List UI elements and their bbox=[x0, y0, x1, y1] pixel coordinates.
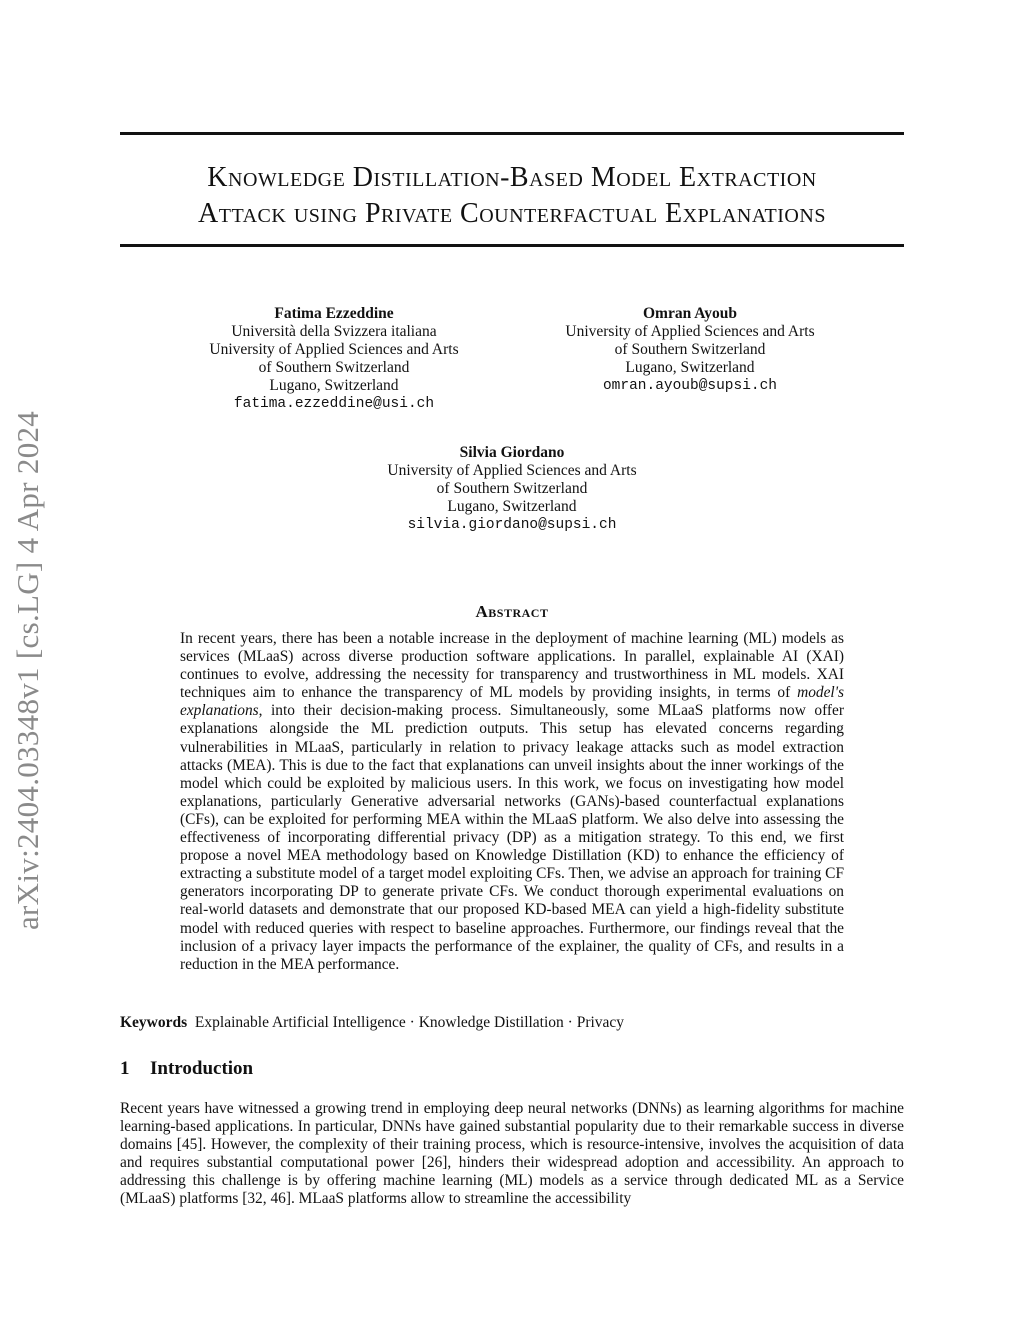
author-name: Silvia Giordano bbox=[459, 444, 565, 461]
keywords-label: Keywords bbox=[120, 1014, 188, 1031]
abstract-text bbox=[180, 630, 844, 974]
title-rule-bottom bbox=[120, 244, 904, 247]
section-title: Introduction bbox=[150, 1058, 254, 1079]
abstract-text-part: In recent years, there has been a notable increase in the deployment of machine learning (ML) models as services (MLaaS) across diverse production software applications. In parallel, explainable AI (XAI) continues to evolve, addressing the necessity for transparency and trustworthiness in ML models. XAI techniques aim to enhance the transparency of ML models by providing insights, in terms of bbox=[180, 630, 844, 702]
author-affiliation: Lugano, Switzerland bbox=[447, 498, 577, 515]
author-affiliation: Università della Svizzera italiana bbox=[231, 323, 437, 340]
author-affiliation: University of Applied Sciences and Arts bbox=[209, 341, 459, 358]
author-block-2 bbox=[540, 305, 840, 395]
section-heading bbox=[120, 1058, 253, 1080]
author-block-3 bbox=[362, 444, 662, 534]
author-affiliation: University of Applied Sciences and Arts bbox=[565, 323, 815, 340]
author-email[interactable]: fatima.ezzeddine@usi.ch bbox=[233, 396, 435, 412]
keywords-text: Explainable Artificial Intelligence · Knowledge Distillation · Privacy bbox=[194, 1014, 625, 1031]
keywords-line bbox=[120, 1014, 624, 1032]
introduction-text: Recent years have witnessed a growing trend in employing deep neural networks (DNNs) as learning algorithms for machine learning-based applications. In particular, DNNs have gained substantial popularity due to their remarkable success in diverse domains [45]. However, the complexity of their training process, which is resource-intensive, involves the acquisition of data and requires substantial computational power [26], hinders their widespread adoption and accessibility. An approach to addressing this challenge is by offering machine learning (ML) models as a service through dedicated ML as a Service (MLaaS) platforms [32, 46]. MLaaS platforms allow to streamline the accessibility bbox=[120, 1100, 904, 1208]
author-affiliation: of Southern Switzerland bbox=[614, 341, 766, 358]
author-email[interactable]: omran.ayoub@supsi.ch bbox=[602, 378, 778, 394]
title-line-2: Attack using Private Counterfactual Explanations bbox=[198, 198, 826, 229]
author-name: Fatima Ezzeddine bbox=[274, 305, 394, 322]
title-rule-top bbox=[120, 132, 904, 135]
author-affiliation: Lugano, Switzerland bbox=[269, 377, 399, 394]
author-affiliation: of Southern Switzerland bbox=[436, 480, 588, 497]
author-name: Omran Ayoub bbox=[642, 305, 738, 322]
title-line-1: Knowledge Distillation-Based Model Extraction bbox=[207, 162, 817, 193]
abstract-heading: Abstract bbox=[475, 602, 549, 621]
abstract-text-italic: model's explanations bbox=[180, 684, 844, 720]
author-affiliation: Lugano, Switzerland bbox=[625, 359, 755, 376]
author-block-1 bbox=[184, 305, 484, 413]
author-affiliation: of Southern Switzerland bbox=[258, 359, 410, 376]
abstract-text-part: , into their decision-making process. Simultaneously, some MLaaS platforms now offer explanations alongside the ML prediction outputs. This setup has elevated concerns regarding vulnerabilities in MLaaS, particularly in relation to privacy leakage attacks such as model extraction attacks (MEA). This is due to the fact that explanations can unveil insights about the inner workings of the model which could be exploited by malicious users. In this work, we focus on investigating how model explanations, particularly Generative adversarial networks (GANs)-based counterfactual explanations (CFs), can be exploited for performing MEA within the MLaaS platform. We also delve into assessing the effectiveness of incorporating differential privacy (DP) as a mitigation strategy. To this end, we first propose a novel MEA methodology based on Knowledge Distillation (KD) to enhance the efficiency of extracting a substitute model of a target model exploiting CFs. Then, we advise an approach for training CF generators incorporating DP to generate private CFs. We conduct thorough experimental evaluations on real-world datasets and demonstrate that our proposed KD-based MEA can yield a high-fidelity substitute model with reduced queries with respect to baseline approaches. Furthermore, our findings reveal that the inclusion of a privacy layer impacts the performance of the explainer, the quality of CFs, and results in a reduction in the MEA performance. bbox=[180, 702, 844, 973]
author-email[interactable]: silvia.giordano@supsi.ch bbox=[407, 517, 617, 533]
paper-title bbox=[120, 160, 904, 232]
section-number: 1 bbox=[120, 1058, 130, 1079]
arxiv-identifier: arXiv:2404.03348v1 [cs.LG] 4 Apr 2024 bbox=[10, 410, 45, 930]
author-affiliation: University of Applied Sciences and Arts bbox=[387, 462, 637, 479]
